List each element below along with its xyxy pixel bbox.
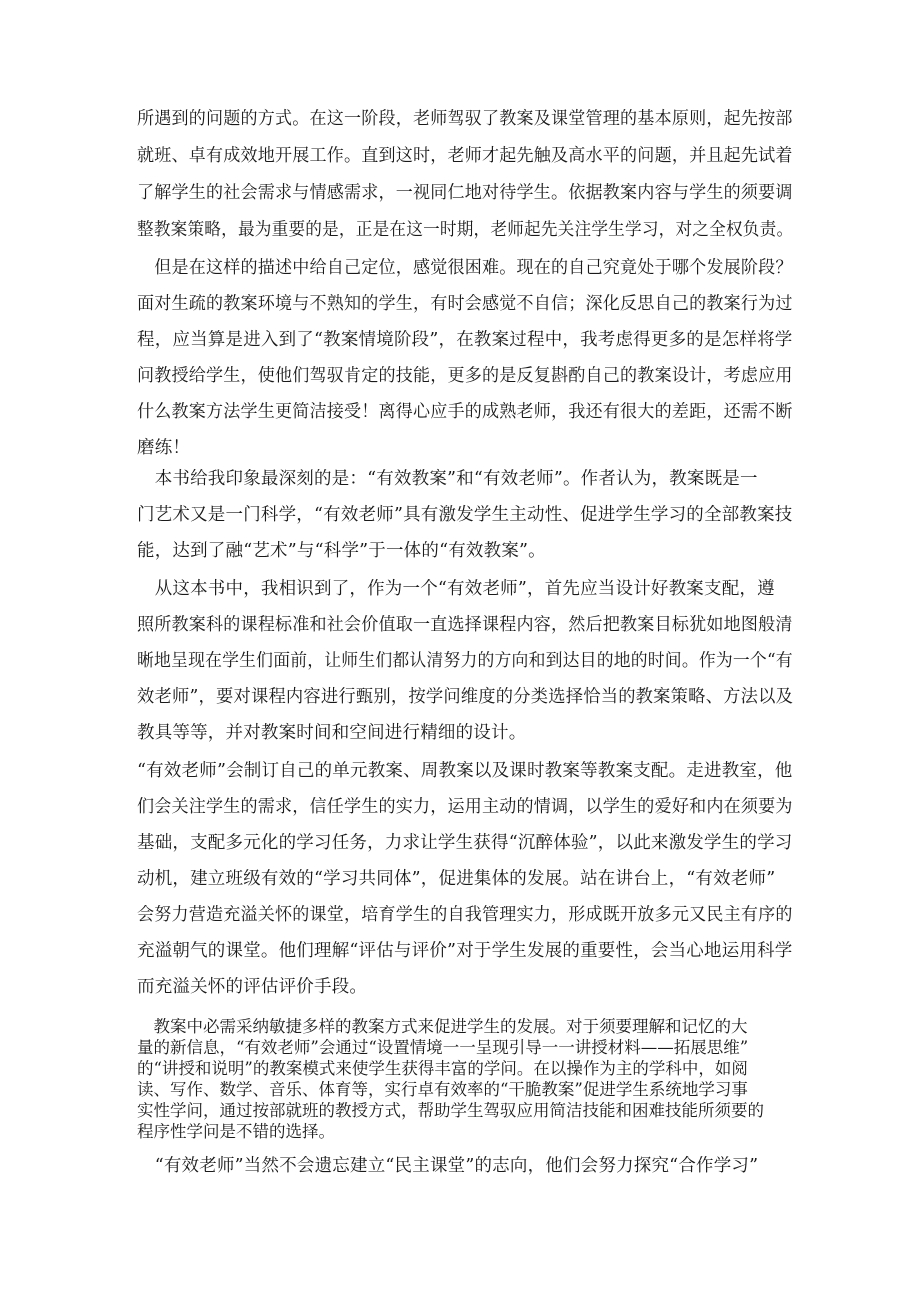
text-line: 的“讲授和说明”的教案模式来使学生获得丰富的学问。在以操作为主的学科中，如阅 [137, 1059, 748, 1078]
text-line: 而充溢关怀的评估评价手段。 [137, 977, 368, 997]
text-line: 能，达到了融“艺术”与“科学”于一体的“有效教案”。 [137, 541, 546, 561]
text-line: 会努力营造充溢关怀的课堂，培育学生的自我管理实力，形成既开放多元又民主有序的 [137, 905, 793, 925]
text-line: 量的新信息，“有效老师”会通过“设置情境一一呈现引导一一讲授材料——拓展思维” [137, 1038, 749, 1057]
text-line: 照所教案科的课程标准和社会价值取一直选择课程内容，然后把教案目标犹如地图般清 [137, 615, 793, 635]
text-line: 实性学问，通过按部就班的教授方式，帮助学生驾驭应用简洁技能和困难技能所须要的 [137, 1101, 764, 1120]
text-line: 效老师”，要对课程内容进行甄别，按学问维度的分类选择恰当的教案策略、方法以及 [137, 687, 794, 707]
text-line: 程序性学问是不错的选择。 [137, 1122, 335, 1141]
text-line: 问教授给学生，使他们驾驭肯定的技能，更多的是反复斟酌自己的教案设计，考虑应用 [137, 366, 793, 386]
text-line: 们会关注学生的需求，信任学生的实力，运用主动的情调，以学生的爱好和内在须要为 [137, 797, 793, 817]
text-line: 本书给我印象最深刻的是：“有效教案”和“有效老师”。作者认为，教案既是一 [137, 469, 758, 489]
text-line: 教具等等，并对教案时间和空间进行精细的设计。 [137, 723, 527, 743]
text-line: 教案中必需采纳敏捷多样的教案方式来促进学生的发展。对于须要理解和记忆的大 [137, 1017, 748, 1036]
text-line: 动机，建立班级有效的“学习共同体”，促进集体的发展。站在讲台上，“有效老师” [137, 869, 776, 889]
text-line: 面对生疏的教案环境与不熟知的学生，有时会感觉不自信；深化反思自己的教案行为过 [137, 294, 793, 314]
text-line: “有效老师”会制订自己的单元教案、周教案以及课时教案等教案支配。走进教室，他 [137, 761, 793, 781]
text-line: 什么教案方法学生更简洁接受！离得心应手的成熟老师，我还有很大的差距，还需不断 [137, 402, 793, 422]
text-line: 了解学生的社会需求与情感需求，一视同仁地对待学生。依据教案内容与学生的须要调 [137, 183, 793, 203]
text-line: 门艺术又是一门科学，“有效老师”具有激发学生主动性、促进学生学习的全部教案技 [137, 505, 793, 525]
text-line: 所遇到的问题的方式。在这一阶段，老师驾驭了教案及课堂管理的基本原则，起先按部 [137, 109, 793, 129]
text-line: 程，应当算是进入到了“教案情境阶段”，在教案过程中，我考虑得更多的是怎样将学 [137, 330, 793, 350]
text-line: 整教案策略，最为重要的是，正是在这一时期，老师起先关注学生学习，对之全权负责。 [137, 220, 794, 240]
text-line: 基础，支配多元化的学习任务，力求让学生获得“沉醉体验”，以此来激发学生的学习 [137, 833, 793, 853]
text-line: 读、写作、数学、音乐、体育等，实行卓有效率的“干脆教案”促进学生系统地学习事 [137, 1080, 748, 1099]
text-line: “有效老师”当然不会遗忘建立“民主课堂”的志向，他们会努力探究“合作学习” [137, 1156, 759, 1176]
text-line: 就班、卓有成效地开展工作。直到这时，老师才起先触及高水平的问题，并且起先试着 [137, 146, 793, 166]
text-line: 从这本书中，我相识到了，作为一个“有效老师”，首先应当设计好教案支配，遵 [137, 579, 775, 599]
text-line: 晰地呈现在学生们面前，让师生们都认清努力的方向和到达目的地的时间。作为一个“有 [137, 651, 793, 671]
text-line: 但是在这样的描述中给自己定位，感觉很困难。现在的自己究竟处于哪个发展阶段？ [137, 258, 793, 278]
text-line: 充溢朝气的课堂。他们理解“评估与评价”对于学生发展的重要性，会当心地运用科学 [137, 941, 793, 961]
text-line: 磨练！ [137, 438, 191, 458]
